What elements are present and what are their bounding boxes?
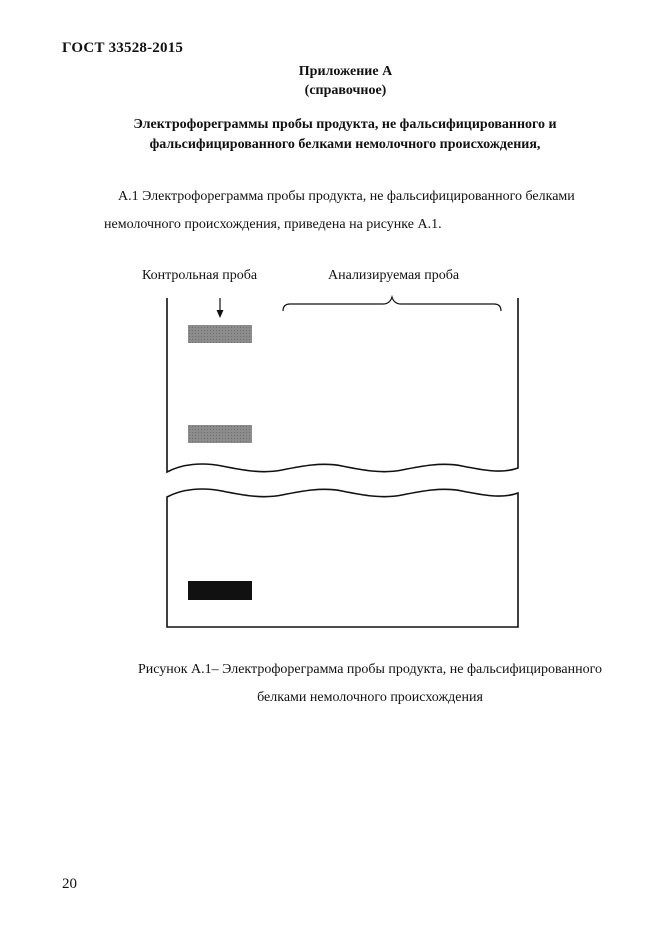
brace-icon [283, 297, 501, 311]
paragraph-line2: немолочного происхождения, приведена на рисунке А.1. [104, 217, 442, 232]
annex-title: Приложение А [298, 64, 393, 79]
paragraph-line1: А.1 Электрофореграмма пробы продукта, не фальсифицированного белками [118, 189, 575, 204]
figure-caption [60, 656, 661, 712]
document-code: ГОСТ 33528-2015 [62, 40, 184, 56]
section-title-line1: Электрофореграммы пробы продукта, не фальсифицированного и [133, 117, 557, 132]
section-title-line2: фальсифицированного белками немолочного происхождения, [149, 137, 541, 152]
label-analyzed-sample: Анализируемая проба [328, 268, 460, 283]
caption-line1: Рисунок А.1– Электрофореграмма пробы продукта, не фальсифицированного [137, 662, 603, 677]
band-gray-upper [188, 325, 252, 343]
page-number: 20 [62, 876, 77, 892]
label-control-sample: Контрольная проба [142, 268, 258, 283]
caption-line2: белками немолочного происхождения [257, 690, 483, 705]
gel-lower-section [167, 489, 518, 627]
arrow-down-icon [217, 298, 224, 318]
band-black [188, 581, 252, 600]
gel-upper-section [167, 298, 518, 472]
annex-type: (справочное) [304, 83, 387, 98]
band-gray-lower [188, 425, 252, 443]
